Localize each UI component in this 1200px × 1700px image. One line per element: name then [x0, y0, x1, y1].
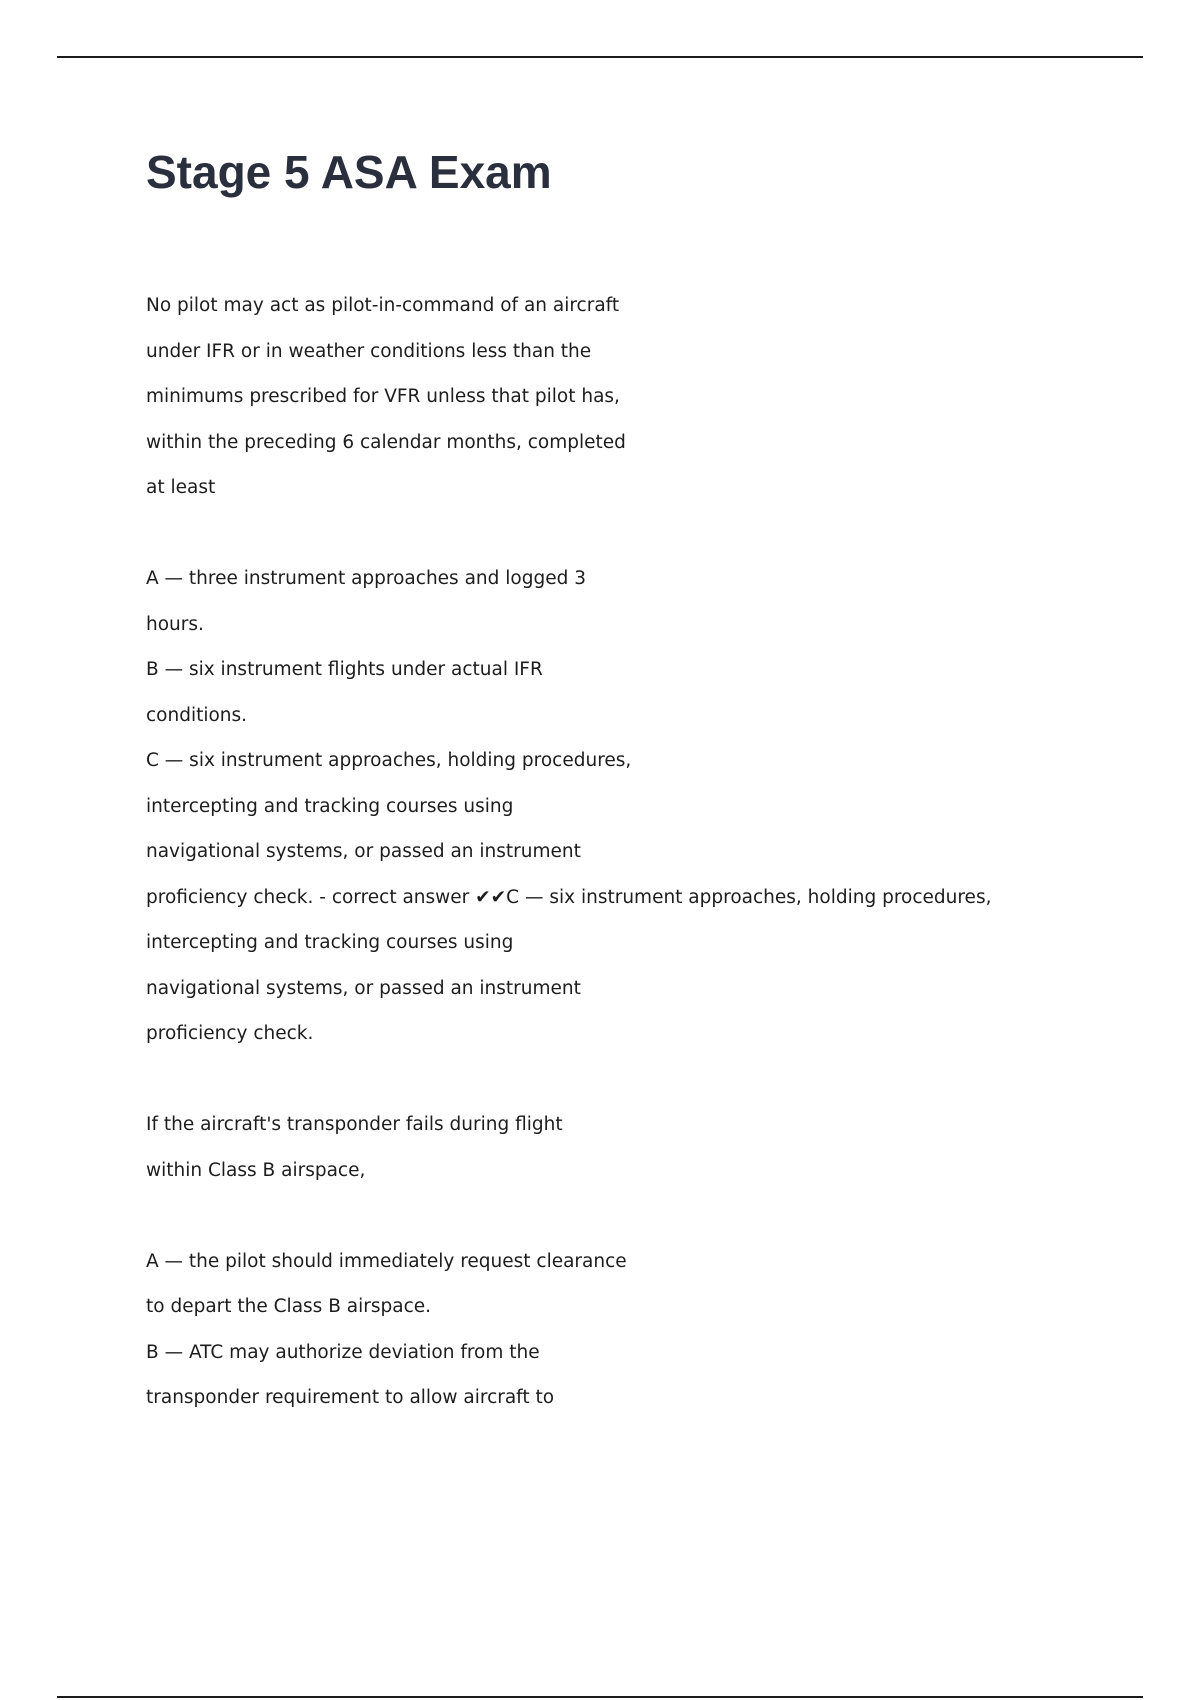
- option-a-line: A — the pilot should immediately request clearance: [146, 1250, 627, 1272]
- correct-answer-line: intercepting and tracking courses using: [146, 932, 514, 953]
- option-a-line: to depart the Class B airspace.: [146, 1296, 431, 1317]
- paragraph-gap: [146, 1057, 1146, 1103]
- correct-answer-line: navigational systems, or passed an instrument: [146, 977, 581, 999]
- question-2: [146, 1102, 1146, 1421]
- header-rule: [57, 56, 1143, 58]
- question-2-stem: [146, 1102, 1146, 1193]
- document-title: Stage 5 ASA Exam: [146, 146, 552, 198]
- text-line: within Class B airspace,: [146, 1159, 366, 1181]
- option-a-line: hours.: [146, 613, 204, 635]
- option-b-line: conditions.: [146, 704, 248, 726]
- option-c-line: C — six instrument approaches, holding procedures,: [146, 750, 632, 771]
- option-a-line: A — three instrument approaches and logged 3: [146, 568, 586, 589]
- footer-rule: [57, 1696, 1143, 1698]
- option-b-line: B — ATC may authorize deviation from the: [146, 1341, 540, 1363]
- document-body: [146, 283, 1146, 1421]
- paragraph-gap: [146, 1193, 1146, 1239]
- paragraph-gap: [146, 511, 1146, 557]
- text-line: minimums prescribed for VFR unless that pilot has,: [146, 386, 620, 407]
- text-line: within the preceding 6 calendar months, completed: [146, 431, 626, 453]
- text-line: If the aircraft's transponder fails during flight: [146, 1114, 563, 1135]
- text-line: under IFR or in weather conditions less than the: [146, 340, 592, 362]
- option-b-line: transponder requirement to allow aircraft to: [146, 1387, 555, 1408]
- text-line: No pilot may act as pilot-in-command of an aircraft: [146, 295, 620, 316]
- correct-answer-line: proficiency check.: [146, 1023, 314, 1044]
- question-1-stem: [146, 283, 1146, 511]
- question-1-options: [146, 556, 1146, 1057]
- option-c-line: intercepting and tracking courses using: [146, 795, 514, 817]
- question-1: [146, 283, 1146, 1057]
- option-c-line: navigational systems, or passed an instrument: [146, 841, 581, 862]
- correct-answer-line: proficiency check. - correct answer ✔✔C — six instrument approaches, holding procedures,: [146, 886, 992, 908]
- option-b-line: B — six instrument flights under actual IFR: [146, 659, 543, 680]
- question-2-options: [146, 1239, 1146, 1421]
- text-line: at least: [146, 477, 216, 498]
